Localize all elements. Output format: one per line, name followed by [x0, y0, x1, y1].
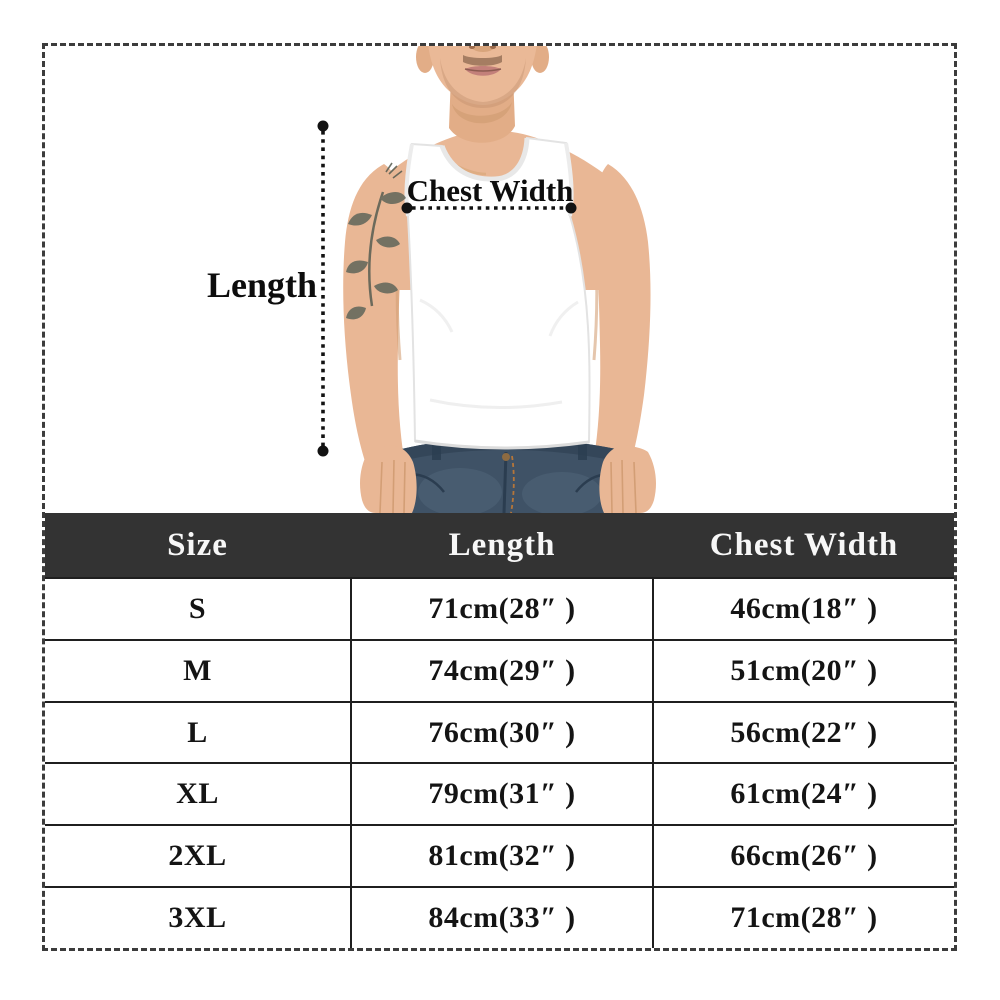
- length-cell: 79cm(31″ ): [350, 764, 654, 824]
- size-cell: 3XL: [168, 901, 227, 935]
- length-measure-label: Length: [206, 265, 318, 305]
- table-row-2xl: [45, 824, 954, 886]
- chest-width-cell: 46cm(18″ ): [730, 591, 878, 625]
- size-cell: XL: [176, 777, 219, 811]
- chest-width-cell: 71cm(28″ ): [730, 901, 878, 935]
- model-photo: [45, 46, 954, 513]
- column-header-size: Size: [167, 526, 228, 563]
- length-cell: 71cm(28″ ): [350, 579, 654, 639]
- chest-width-measure-label: Chest Width: [406, 173, 574, 208]
- table-row-l: [45, 701, 954, 763]
- column-header-length: Length: [448, 526, 556, 563]
- length-cell: 74cm(29″ ): [350, 641, 654, 701]
- size-cell: S: [188, 591, 207, 625]
- size-cell: M: [183, 653, 212, 687]
- size-cell: 2XL: [168, 839, 227, 873]
- table-row-xl: [45, 762, 954, 824]
- length-cell: 84cm(33″ ): [350, 888, 654, 948]
- column-header-chest-width: Chest Width: [709, 526, 899, 563]
- model-head: [416, 46, 549, 108]
- chest-width-cell: 66cm(26″ ): [730, 839, 878, 873]
- length-cell: 81cm(32″ ): [350, 826, 654, 886]
- chest-width-cell: 61cm(24″ ): [730, 777, 878, 811]
- size-cell: L: [187, 715, 208, 749]
- size-table-header: [45, 513, 954, 577]
- dashed-frame: [42, 43, 957, 951]
- length-cell: 76cm(30″ ): [350, 703, 654, 763]
- size-table: [45, 513, 954, 948]
- table-row-s: [45, 577, 954, 639]
- table-row-3xl: [45, 886, 954, 948]
- table-row-m: [45, 639, 954, 701]
- chest-width-cell: 56cm(22″ ): [730, 715, 878, 749]
- chest-width-cell: 51cm(20″ ): [730, 653, 878, 687]
